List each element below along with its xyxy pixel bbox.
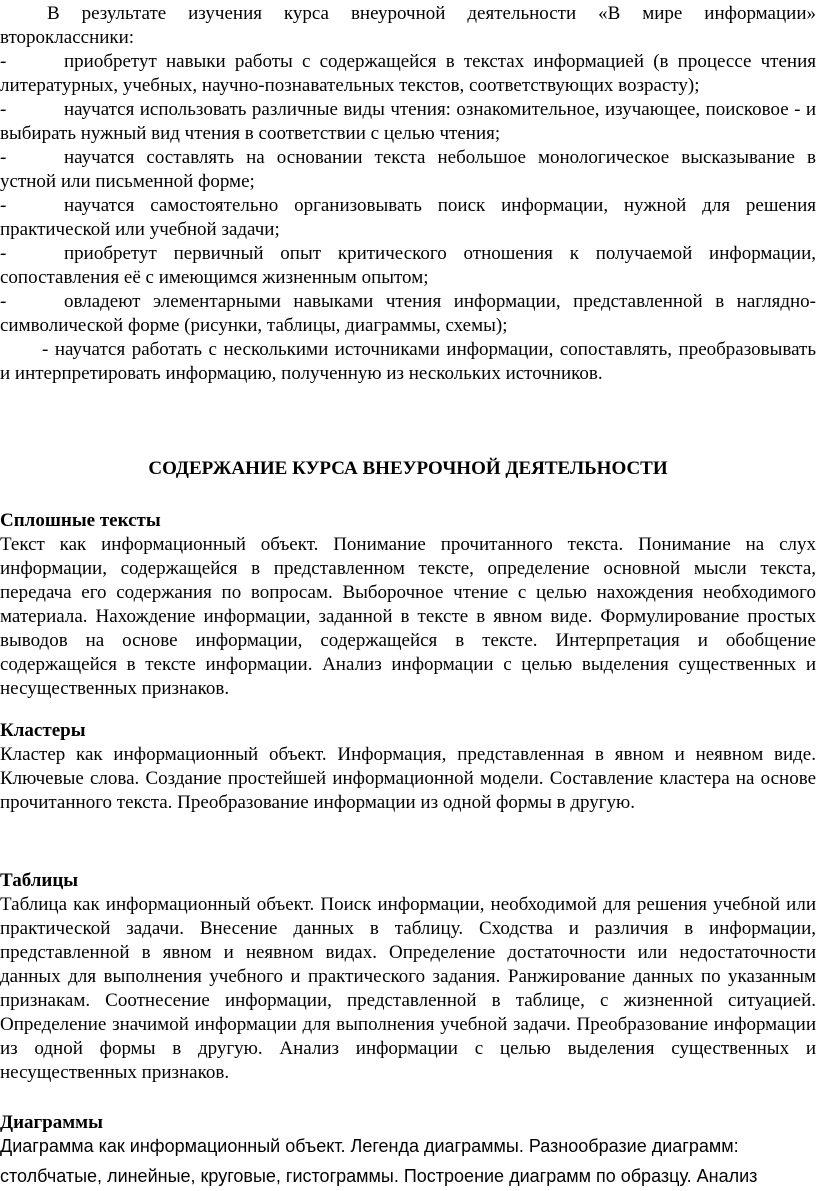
- content-heading: СОДЕРЖАНИЕ КУРСА ВНЕУРОЧНОЙ ДЕЯТЕЛЬНОСТИ: [148, 458, 668, 479]
- section-title: Диаграммы: [0, 1112, 103, 1133]
- bullet-dash: -: [0, 291, 7, 312]
- intro-bullet: [0, 290, 816, 338]
- intro-first-line: В результате изучения курса внеурочной деятельности «В мире информации» второклассники:: [0, 3, 816, 48]
- bullet-text: приобретут первичный опыт критического отношения к получаемой информации, сопоставления её с имеющимся жизненным опытом;: [0, 243, 816, 288]
- bullet-text: научатся составлять на основании текста небольшое монологическое высказывание в устной или письменной форме;: [0, 147, 816, 192]
- bullet-text: научатся самостоятельно организовывать поиск информации, нужной для решения практической или учебной задачи;: [0, 195, 816, 240]
- bullet-dash: -: [0, 243, 7, 264]
- bullet-dash: -: [0, 99, 7, 120]
- intro-last-bullet: - научатся работать с несколькими источниками информации, сопоставлять, преобразовывать и интерпретировать информацию, полученную из нескольких источников.: [0, 339, 816, 384]
- section-body: Таблица как информационный объект. Поиск информации, необходимой для решения учебной или практической задачи. Внесение данных в таблицу. Сходства и различия в информации, представленной в явном и неявном видах. Определение достаточности или недостаточности данных для выполнения учебного и практического задания. Ранжирование данных по указанным признакам. Соотнесение информации, представленной в таблице, с жизненной ситуацией. Определение значимой информации для выполнения учебной задачи. Преобразование информации из одной формы в другую. Анализ информации с целью выделения существенных и несущественных признаков.: [0, 894, 816, 1083]
- intro-bullet: [0, 194, 816, 242]
- bullet-text: приобретут навыки работы с содержащейся в текстах информацией (в процессе чтения литературных, учебных, научно-познавательных текстов, соответствующих возрасту);: [0, 51, 816, 96]
- section-title: Кластеры: [0, 720, 86, 741]
- bullet-dash: -: [0, 195, 7, 216]
- section-body: Кластер как информационный объект. Информация, представленная в явном и неявном виде. Ключевые слова. Создание простейшей информационной модели. Составление кластера на основе прочитанного текста. Преобразование информации из одной формы в другую.: [0, 744, 816, 813]
- section-title: Сплошные тексты: [0, 510, 161, 531]
- bullet-dash: -: [0, 147, 7, 168]
- intro-bullet: [0, 242, 816, 290]
- intro-bullet: [0, 50, 816, 98]
- section-body: Текст как информационный объект. Понимание прочитанного текста. Понимание на слух информации, содержащейся в представленном тексте, определение основной мысли текста, передача его содержания по вопросам. Выборочное чтение с целью нахождения необходимого материала. Нахождение информации, заданной в тексте в явном виде. Формулирование простых выводов на основе информации, содержащейся в тексте. Интерпретация и обобщение содержащейся в тексте информации. Анализ информации с целью выделения существенных и несущественных признаков.: [0, 534, 816, 699]
- intro-bullet: [0, 146, 816, 194]
- intro-bullet: [0, 98, 816, 146]
- section-title: Таблицы: [0, 870, 79, 891]
- intro-block: [0, 2, 816, 386]
- bullet-text: научатся использовать различные виды чтения: ознакомительное, изучающее, поисковое - и выбирать нужный вид чтения в соответствии с целью чтения;: [0, 99, 816, 144]
- bullet-text: овладеют элементарными навыками чтения информации, представленной в наглядно-символической форме (рисунки, таблицы, диаграммы, схемы);: [0, 291, 816, 336]
- bullet-dash: -: [0, 51, 7, 72]
- section-body: Диаграмма как информационный объект. Легенда диаграммы. Разнообразие диаграмм: столбчатые, линейные, круговые, гистограммы. Построение диаграмм по образцу. Анализ: [0, 1136, 758, 1186]
